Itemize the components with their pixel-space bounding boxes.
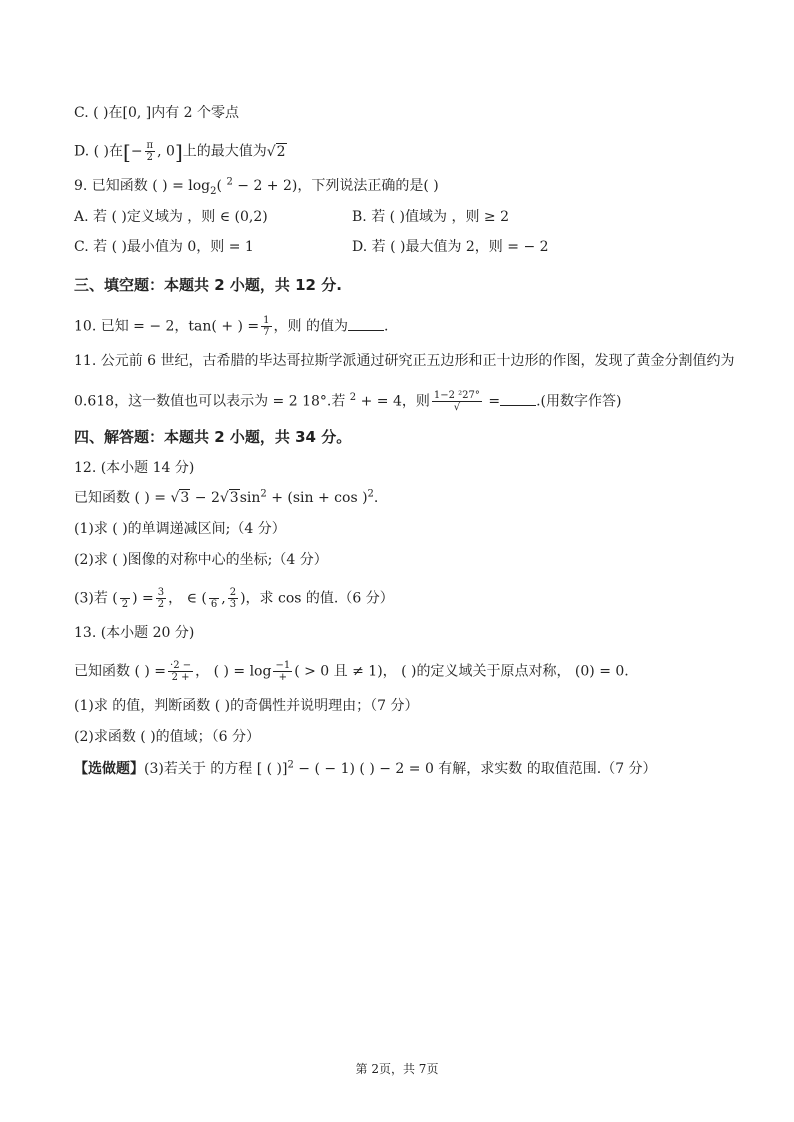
option-c: C. 若 ( )最小值为 0，则 = 1	[74, 239, 254, 255]
text: , 0	[157, 143, 175, 160]
question-12-part-2: (2)求 ( )图像的对称中心的坐标;（4 分）	[74, 552, 328, 568]
question-13-part-2: (2)求函数 ( )的值域；（6 分）	[74, 729, 261, 745]
fraction: $\frac{1}{7}$	[263, 315, 270, 338]
answer-blank	[500, 393, 536, 406]
fraction: $\frac{\text{1−2 ²27°}}{√}$	[433, 390, 480, 413]
page-footer: 第 2页，共 7页	[355, 1062, 439, 1076]
question-13-part-3: 【选做题】(3)若关于 的方程 [ ( )]$^2$ − ( − 1) ( ) − 2 = 0 有解，求实数 的取值范围.（7 分）	[74, 759, 657, 777]
right-bracket: ]	[174, 139, 183, 164]
text: C. ( )在[0, ]内有 2 个零点	[74, 105, 240, 121]
question-9: 9. 已知函数 ( ) = $\log_2$( $^2$ − 2 + 2)，下列说法正确的是( )	[74, 176, 439, 197]
sqrt: √2	[266, 143, 286, 160]
question-11-line-2: 0.618，这一数值也可以表示为 = 2 18°.若 $^2$ + = 4，则 $\frac{\text{1−2 ²27°}}{√}$ = .(用数字作答)	[74, 390, 622, 413]
question-10: 10. 已知 = − 2，tan( + ) = $\frac{1}{7}$ ，则 的值为 .	[74, 315, 389, 338]
question-12-header: 12. (本小题 14 分)	[74, 460, 195, 476]
question-9-options-ab	[74, 208, 574, 226]
optional-tag: 【选做题】	[74, 761, 144, 777]
question-13-stem: 已知函数 ( ) = $\frac{\cdot 2 -}{2 +}$ ， ( ) = log $\frac{-1}{+}$ ( > 0 且 ≠ 1)， ( )的定义域关于原点对称， (0) = 0.	[74, 660, 629, 683]
question-9-options-cd	[74, 238, 574, 256]
question-12-stem: 已知函数 ( ) = $√3 - 2√3\sin^2 + (\sin + \cos )^2$.	[74, 488, 379, 506]
option-c-line	[74, 104, 239, 122]
question-12-part-3: (3)若 ( 2 ) = $\frac{3}{2}$ ， ∈ ( 6 , $\frac{2}{3}$ )，求 cos 的值.（6 分）	[74, 587, 394, 610]
option-d-line: D. ( )在[− $\frac{\pi}{2}$ , 0]上的最大值为√2	[74, 139, 286, 164]
question-12-part-1: (1)求 ( )的单调递减区间;（4 分）	[74, 521, 286, 537]
option-d: D. 若 ( )最大值为 2，则 = − 2	[352, 239, 549, 255]
section-heading-4: 四、解答题：本题共 2 小题，共 34 分。	[74, 428, 352, 446]
section-heading-3: 三、填空题：本题共 2 小题，共 12 分.	[74, 276, 342, 294]
question-13-part-1: (1)求 的值，判断函数 ( )的奇偶性并说明理由；（7 分）	[74, 698, 419, 714]
question-13-header: 13. (本小题 20 分)	[74, 625, 195, 641]
question-11-line-1: 11. 公元前 6 世纪，古希腊的毕达哥拉斯学派通过研究正五边形和正十边形的作图，发现了黄金分割值约为	[74, 353, 735, 369]
text: 上的最大值为	[182, 143, 267, 160]
option-a: A. 若 ( )定义域为 ，则 ∈ (0,2)	[74, 209, 268, 225]
option-b: B. 若 ( )值域为 ，则 ≥ 2	[352, 209, 510, 225]
fraction: $\frac{\pi}{2}$	[146, 140, 154, 163]
left-bracket: [	[123, 139, 131, 164]
answer-blank	[348, 318, 384, 331]
text: D. ( )在	[74, 143, 123, 160]
